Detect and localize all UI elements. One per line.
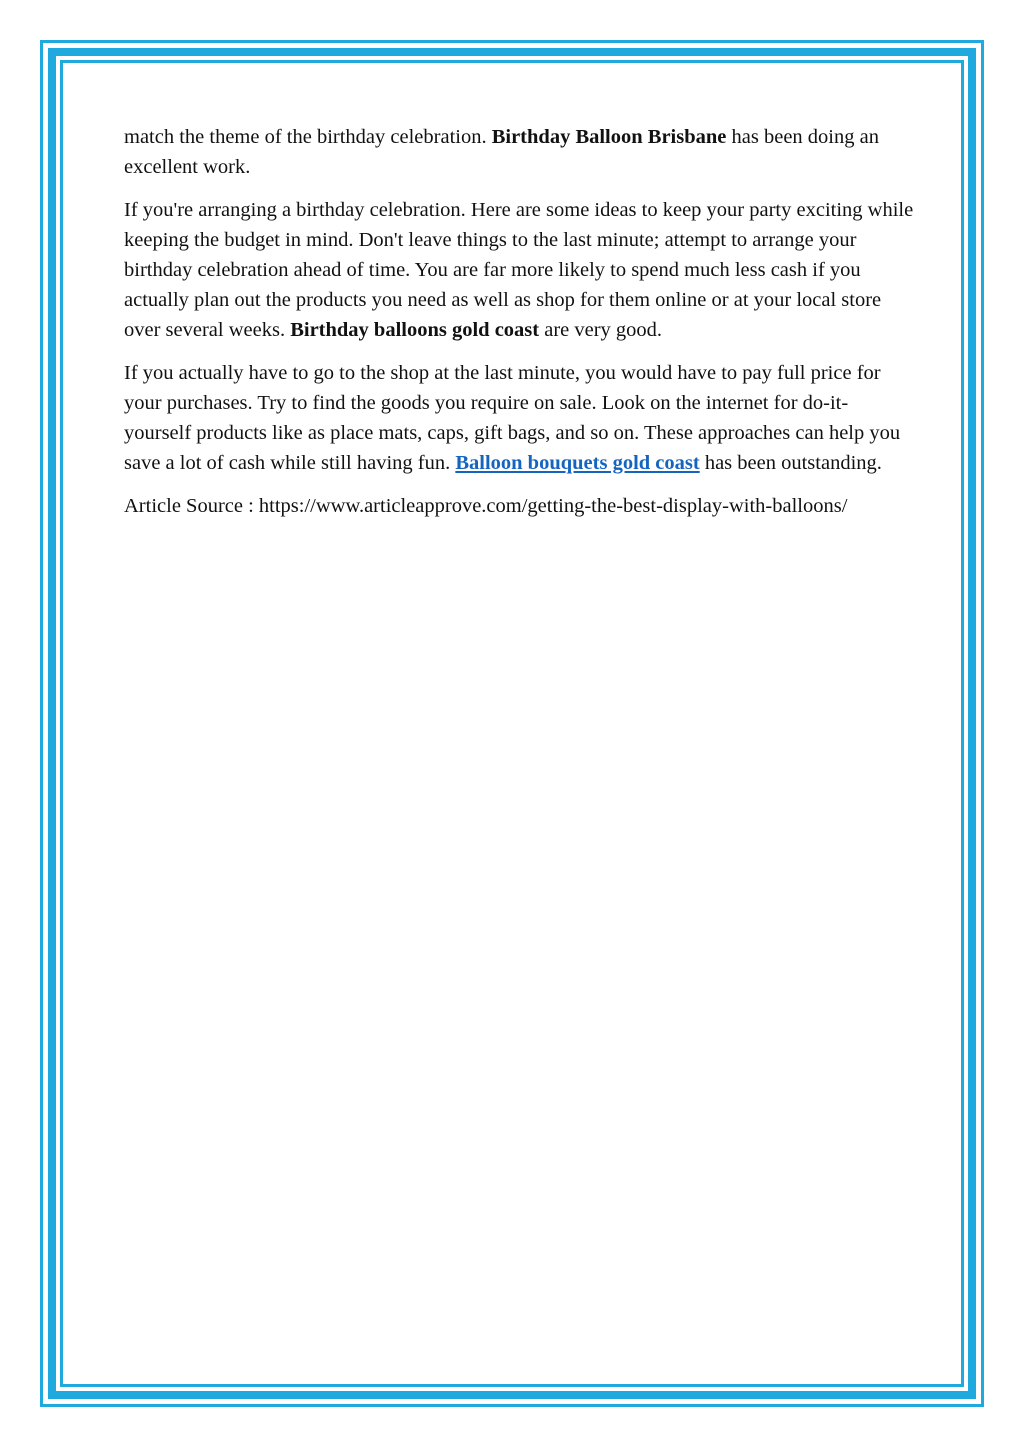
balloon-bouquets-gold-coast-link[interactable]: Balloon bouquets gold coast (455, 452, 700, 474)
paragraph-1-text-a: match the theme of the birthday celebration. (124, 126, 492, 148)
paragraph-1-text-b: has been doing an excellent work. (124, 126, 879, 178)
article-source (124, 491, 914, 521)
paragraph-1 (124, 122, 914, 182)
paragraph-2-text-b: are very good. (539, 319, 663, 341)
paragraph-2-text-a: If you're arranging a birthday celebration. Here are some ideas to keep your party exciting while keeping the budget in mind. Don't leave things to the last minute; attempt to arrange your birthday celebration ahead of time. You are far more likely to spend much less cash if you actually plan out the products you need as well as shop for them online or at your local store over several weeks. (124, 199, 914, 341)
keyword-birthday-balloon-brisbane: Birthday Balloon Brisbane (491, 126, 727, 148)
document-body (124, 122, 914, 534)
article-source-text: Article Source : https://www.articleapprove.com/getting-the-best-display-with-balloons/ (124, 495, 848, 517)
paragraph-2 (124, 195, 914, 345)
keyword-birthday-balloons-gold-coast: Birthday balloons gold coast (290, 319, 540, 341)
paragraph-3-text-a: If you actually have to go to the shop at the last minute, you would have to pay full price for your purchases. Try to find the goods you require on sale. Look on the internet for do-it-yourself products like as place mats, caps, gift bags, and so on. These approaches can help you save a lot of cash while still having fun. (124, 362, 901, 474)
paragraph-3 (124, 358, 914, 478)
paragraph-3-text-b: has been outstanding. (699, 452, 882, 474)
